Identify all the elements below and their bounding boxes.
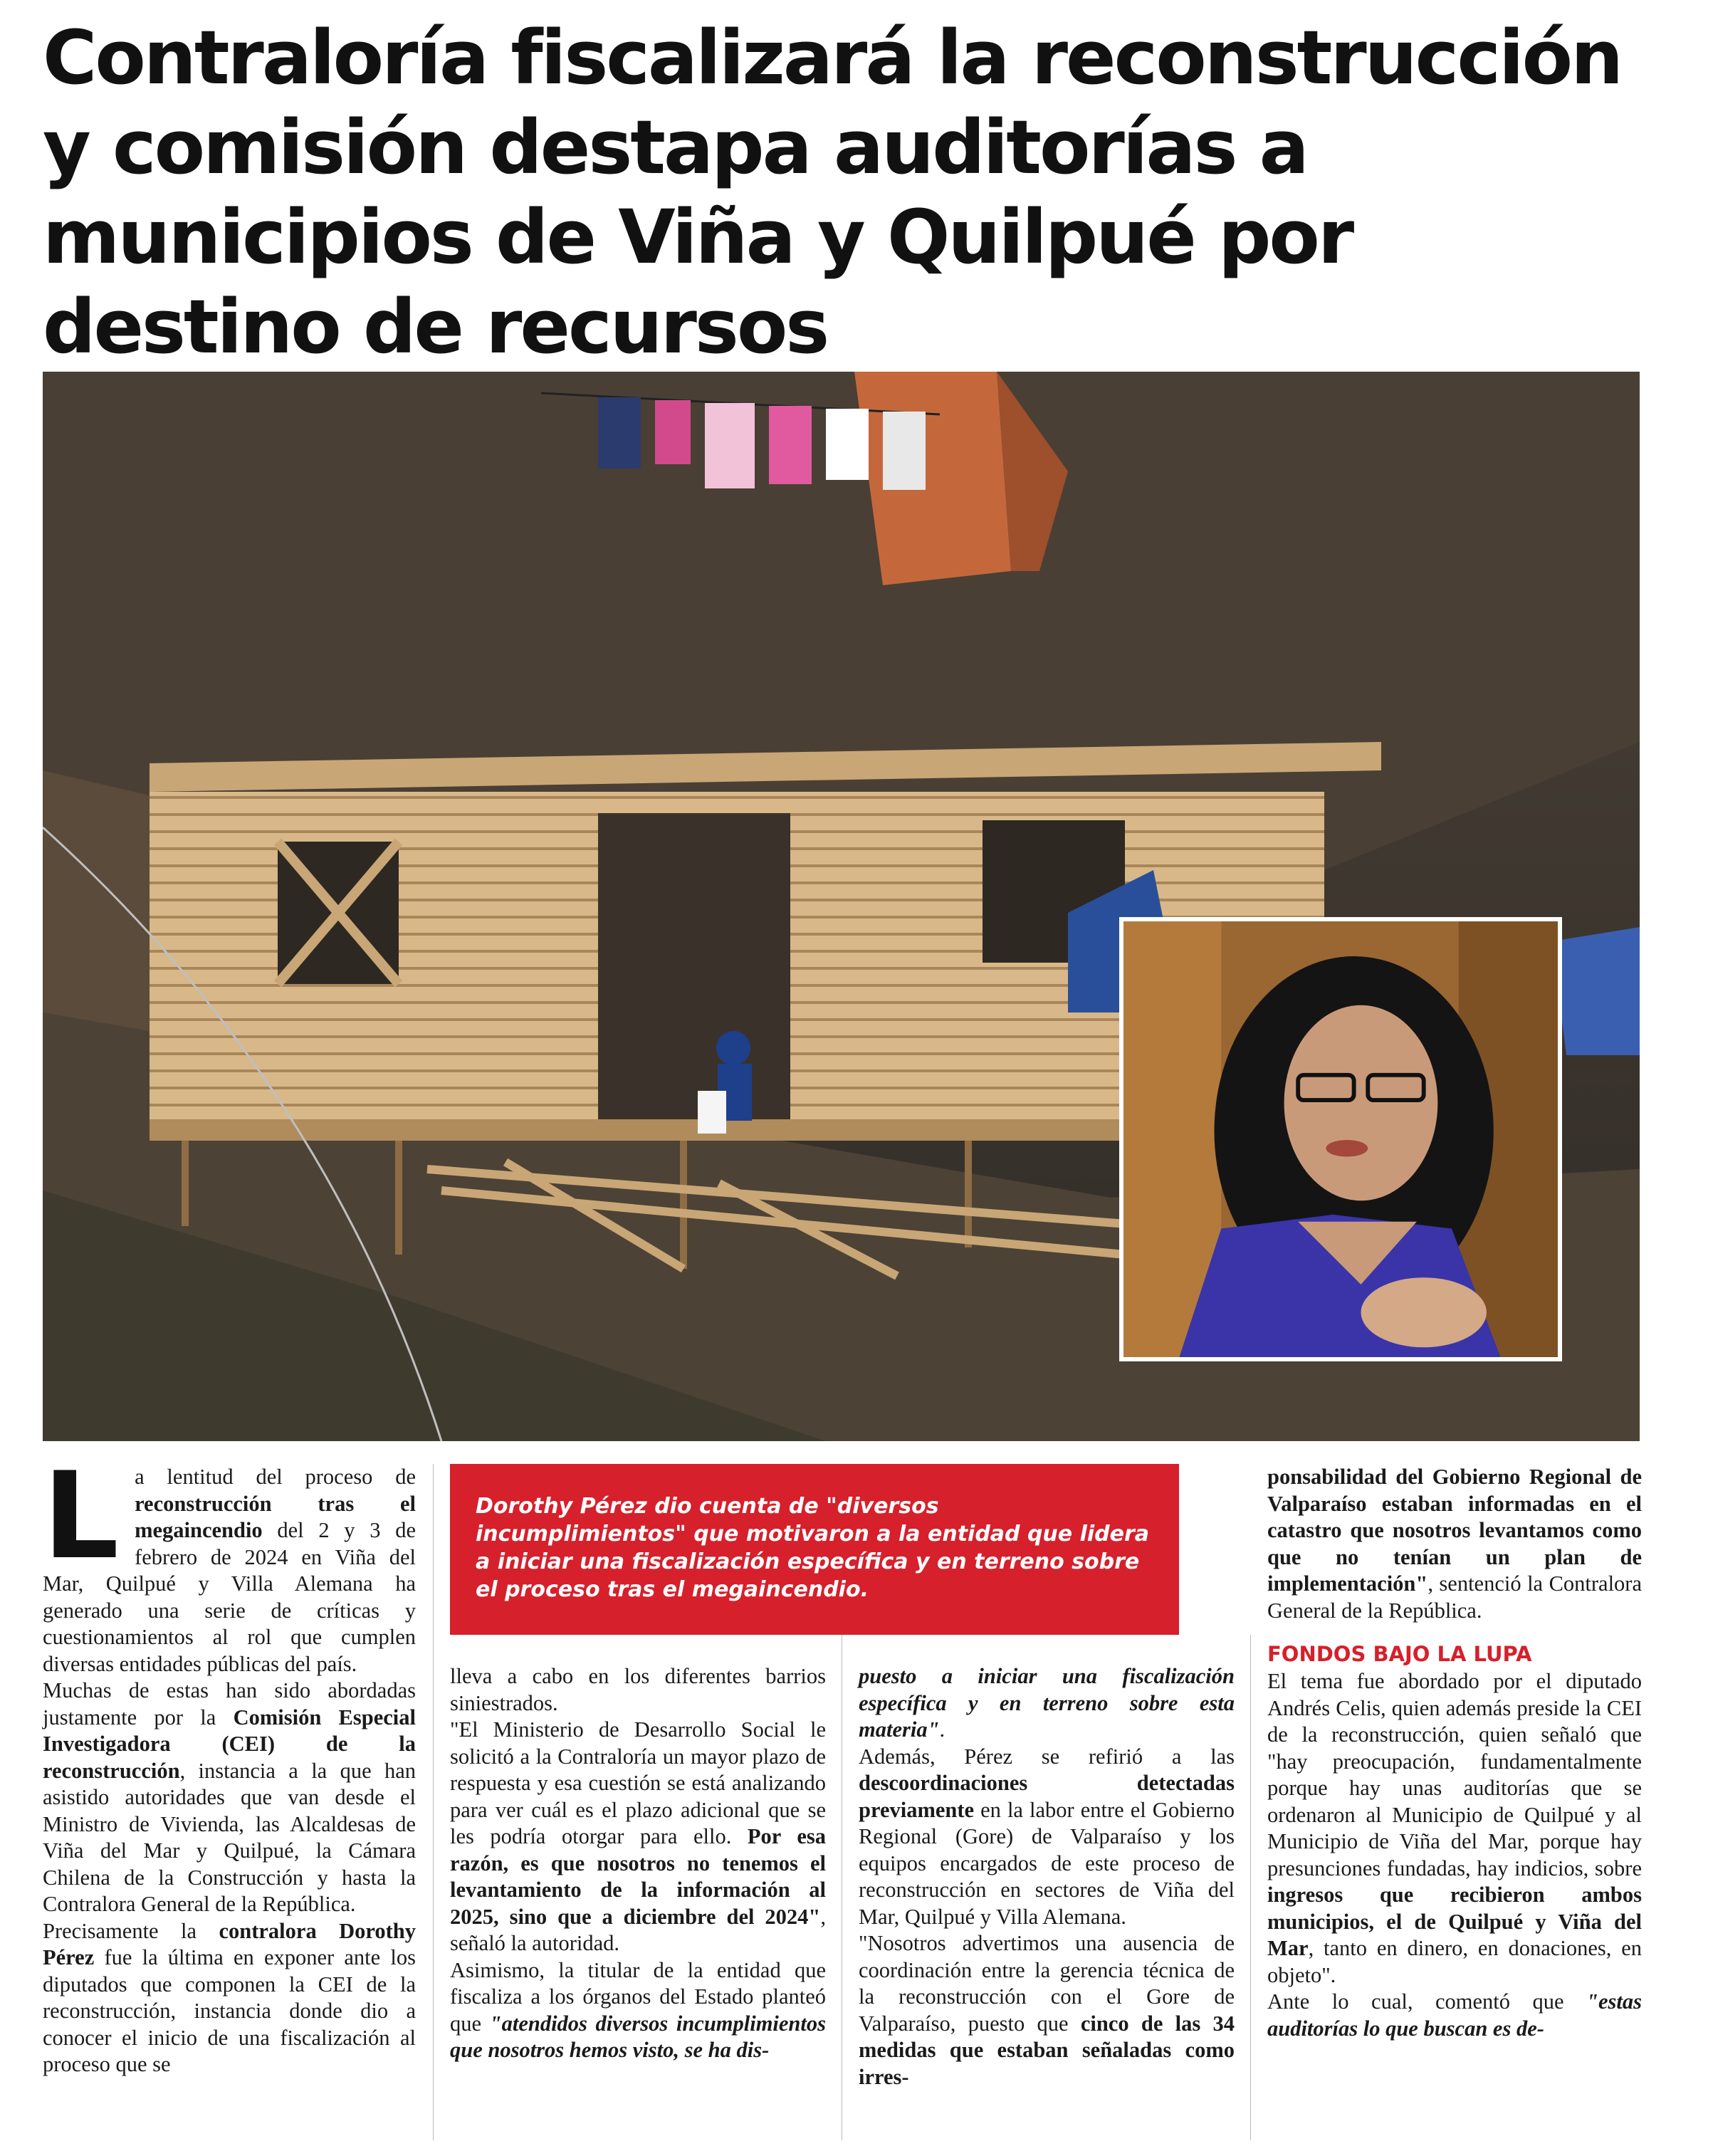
text-run: Muchas de estas han sido abordadas justamente por la: [43, 1678, 416, 1729]
bold-text-run: Por esa razón, es que nosotros no tenemos el levantamiento de la información al 2025, sino que a diciembre del 2024": [450, 1824, 826, 1929]
paragraph: [859, 1663, 1235, 1744]
text-run: Precisamente la: [43, 1918, 219, 1943]
text-run: El tema fue abordado por el diputado Andrés Celis, quien además preside la CEI de la reconstrucción, quien señaló que "hay preocupación, fundamentalmente porque hay unas auditorías que se ordenaron al Municipio de Quilpué y al Municipio de Viña del Mar, porque hay presunciones fundadas, hay indicios, sobre: [1267, 1669, 1642, 1880]
bold-text-run: ingresos que recibieron ambos municipios, el de Quilpué y Viña del Mar: [1267, 1883, 1642, 1960]
text-run: Asimismo, la titular de la entidad que fiscaliza a los órganos del Estado planteó que: [450, 1957, 826, 2036]
article-column-2: [450, 1663, 826, 2064]
paragraph: [450, 1717, 826, 1957]
text-run: en la labor entre el Gobierno Regional (Gore) de Valparaíso y los equipos encargados de este proceso de reconstrucción en sectores de Viña del Mar, Quilpué y Villa Alemana.: [859, 1797, 1235, 1929]
bold-text-run: Comisión Especial Investigadora (CEI) de la reconstrucción: [43, 1705, 416, 1783]
paragraph: lleva a cabo en los diferentes barrios siniestrados.: [450, 1664, 826, 1715]
paragraph: [859, 1744, 1235, 1931]
paragraph: [1267, 1668, 1642, 1989]
headline: Contraloría fiscalizará la reconstrucción y comisión destapa auditorías a municipios de Viña y Quilpué por destino de recursos: [43, 14, 1622, 370]
paragraph: [43, 1678, 416, 1918]
column-divider: [433, 1464, 434, 2140]
paragraph: [450, 1957, 826, 2064]
bold-text-run: descoordinaciones detectadas previamente: [859, 1771, 1235, 1822]
bold-text-run: cinco de las 34 medidas que estaban señaladas como irres-: [859, 2011, 1235, 2089]
text-run: , instancia a la que han asistido autoridades que van desde el Ministro de Vivienda, las Alcaldesas de Viña del Mar y Quilpué, la Cámara Chilena de la Construcción y hasta la Contralora General de la República.: [43, 1758, 416, 1916]
text-run: , sentenció la Contralora General de la República.: [1267, 1571, 1642, 1623]
text-run: Ante lo cual, comentó que: [1267, 1989, 1587, 2014]
text-run: , tanto en dinero, en donaciones, en objeto".: [1267, 1936, 1642, 1987]
text-run: del 2 y 3 de febrero de 2024 en Viña del Mar, Quilpué y Villa Alemana ha generado una serie de críticas y cuestionamientos al rol que cumplen diversas entidades públicas del país.: [43, 1518, 416, 1676]
text-run: .: [939, 1717, 945, 1742]
bold-text-run: contralora Dorothy Pérez: [43, 1918, 417, 1969]
paragraph: [43, 1918, 416, 2078]
bold-text-run: ponsabilidad del Gobierno Regional de Valparaíso estaban informadas en el catastro que nosotros levantamos como que no tenían un plan de implementación": [1267, 1465, 1642, 1596]
article-column-1: [43, 1446, 417, 2078]
section-subhead: FONDOS BAJO LA LUPA: [1267, 1642, 1532, 1666]
article-column-4: [1267, 1464, 1642, 2042]
text-run: "Nosotros advertimos una ausencia de coordinación entre la gerencia técnica de la reconstrucción con el Gore de Valparaíso, puesto que: [859, 1931, 1235, 2036]
drop-cap: L: [43, 1446, 120, 1586]
text-run: , señaló la autoridad.: [450, 1904, 826, 1955]
text-run: Además, Pérez se refirió a las: [859, 1744, 1235, 1769]
paragraph: [859, 1930, 1235, 2090]
text-run: "El Ministerio de Desarrollo Social le solicitó a la Contraloría un mayor plazo de respuesta y esa cuestión se está analizando para ver cuál es el plazo adicional que se les podría otorgar para ello.: [450, 1717, 826, 1848]
text-run: a lentitud del proceso de: [135, 1465, 416, 1489]
bold-text-run: reconstrucción tras el megaincendio: [135, 1491, 416, 1542]
paragraph: [1267, 1989, 1642, 2042]
bold-italic-text-run: "estas auditorías lo que buscan es de-: [1267, 1989, 1642, 2041]
article-column-3: [859, 1663, 1235, 2090]
inset-portrait-photo: [1119, 917, 1562, 1361]
bold-italic-text-run: puesto a iniciar una fiscalización específica y en terreno sobre esta materia": [859, 1664, 1235, 1742]
paragraph: [1267, 1464, 1642, 1624]
text-run: fue la última en exponer ante los diputados que componen la CEI de la reconstrucción, instancia donde dio a conocer el inicio de una fiscalización al proceso que se: [43, 1945, 416, 2076]
bold-italic-text-run: "atendidos diversos incumplimientos que nosotros hemos visto, se ha dis-: [450, 2011, 826, 2062]
portrait-illustration: [1123, 921, 1558, 1357]
column-divider: [1250, 1635, 1251, 2140]
pull-quote-callout: Dorothy Pérez dio cuenta de "diversos incumplimientos" que motivaron a la entidad que lidera a iniciar una fiscalización específica y en terreno sobre el proceso tras el megaincendio.: [450, 1464, 1179, 1635]
